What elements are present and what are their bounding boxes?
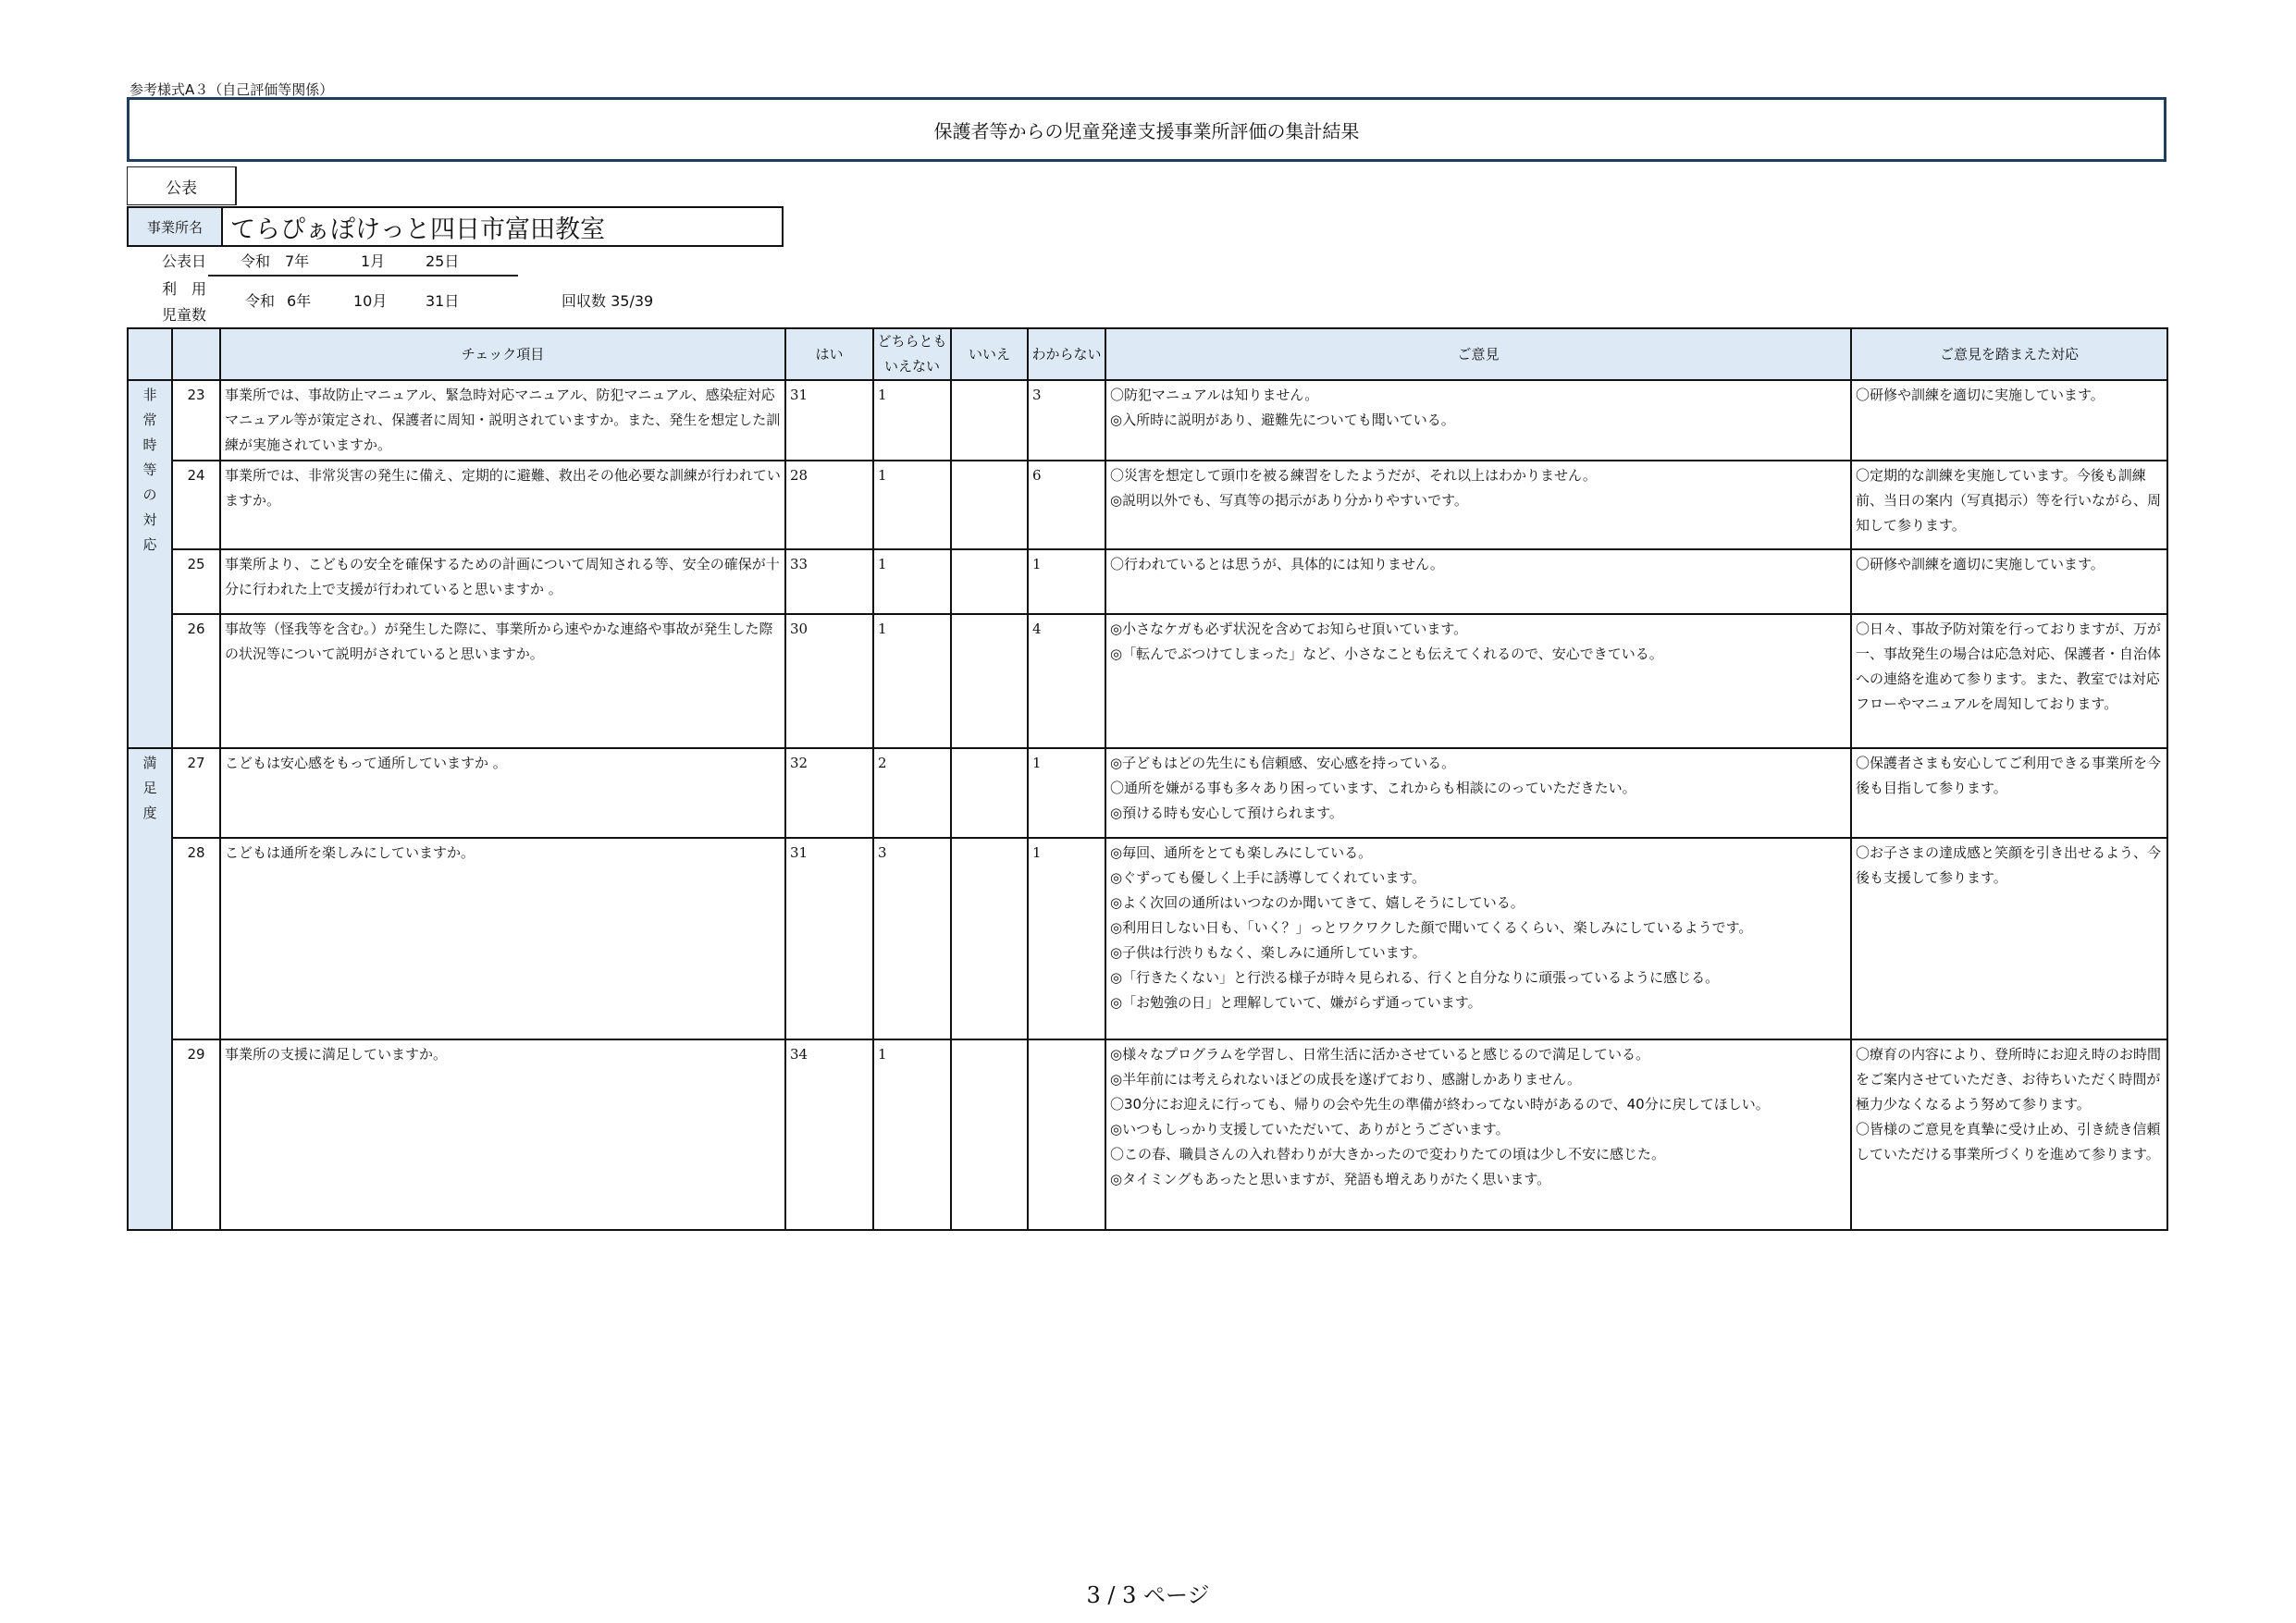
count-unknown: 6 [1028,461,1105,549]
office-label: 事業所名 [129,208,223,245]
office-name: てらぴぁぽけっと四日市富田教室 [230,215,605,244]
count-no [951,838,1028,1039]
opinion-line: ◎説明以外でも、写真等の掲示があり分かりやすいです。 [1110,492,1468,509]
count-yes: 28 [785,461,873,549]
count-no [951,461,1028,549]
count-either: 1 [873,461,951,549]
response-cell: 〇定期的な訓練を実施しています。今後も訓練前、当日の案内（写真掲示）等を行いながら、周知して参ります。 [1851,461,2167,549]
public-label: 公表 [127,166,235,205]
opinion-line: ◎ぐずっても優しく上手に誘導してくれています。 [1110,869,1426,886]
publish-date-label: 公表日 [162,252,207,270]
check-item: 事業所では、非常災害の発生に備え、定期的に避難、救出その他必要な訓練が行われていますか。 [220,461,785,549]
count-no [951,549,1028,614]
header-response: ご意見を踏まえた対応 [1851,328,2167,380]
publish-date-era: 令和 [241,252,271,270]
check-item: 事故等（怪我等を含む。）が発生した際に、事業所から速やかな連絡や事故が発生した際の状況等について説明がされていると思いますか。 [220,614,785,748]
item-number: 24 [172,461,220,549]
check-item: 事業所では、事故防止マニュアル、緊急時対応マニュアル、防犯マニュアル、感染症対応マニュアル等が策定され、保護者に周知・説明されていますか。また、発生を想定した訓練が実施されていますか。 [220,380,785,461]
header-blank [128,328,172,380]
users-label-line1: 利 用 [162,280,207,298]
header-yes: はい [785,328,873,380]
opinion-cell [1105,838,1851,1039]
publish-date-day: 25日 [426,252,460,270]
opinion-line: 〇通所を嫌がる事も多々あり困っています、これからも相談にのっていただきたい。 [1110,780,1636,796]
opinion-line: ◎利用日しない日も、「いく？」っとワクワクした顔で聞いてくるくらい、楽しみにしているようです。 [1110,919,1753,936]
header-blank [172,328,220,380]
count-yes: 33 [785,549,873,614]
opinion-line: ◎よく次回の通所はいつなのか聞いてきて、嬉しそうにしている。 [1110,894,1524,911]
count-either: 2 [873,748,951,838]
divider [208,275,518,277]
opinion-line: ◎入所時に説明があり、避難先についても聞いている。 [1110,412,1455,428]
item-number: 25 [172,549,220,614]
count-no [951,1039,1028,1230]
header-unknown: わからない [1028,328,1105,380]
count-unknown: 1 [1028,748,1105,838]
opinion-cell [1105,1039,1851,1230]
count-no [951,614,1028,748]
count-either: 1 [873,614,951,748]
header-either: どちらとも いえない [873,328,951,380]
opinion-line: ◎半年前には考えられないほどの成長を遂げており、感謝しかありません。 [1110,1071,1581,1088]
table-row [128,461,2167,549]
header-check: チェック項目 [220,328,785,380]
check-item: 事業所より、こどもの安全を確保するための計画について周知される等、安全の確保が十分に行われた上で支援が行われていると思いますか 。 [220,549,785,614]
opinion-cell [1105,614,1851,748]
opinion-cell [1105,549,1851,614]
count-unknown: 1 [1028,838,1105,1039]
publish-date-year: 7年 [285,252,310,270]
table-row [128,380,2167,461]
divider [235,166,237,205]
count-unknown: 4 [1028,614,1105,748]
response-cell: 〇研修や訓練を適切に実施しています。 [1851,549,2167,614]
form-label: 参考様式A３（自己評価等関係） [130,81,334,98]
count-unknown: 3 [1028,380,1105,461]
opinion-line: 〇行われているとは思うが、具体的には知りません。 [1110,556,1444,572]
users-date-month: 10月 [353,292,388,310]
header-opinion: ご意見 [1105,328,1851,380]
collected-count: 回収数 35/39 [562,292,654,310]
count-unknown: 1 [1028,549,1105,614]
check-item: こどもは通所を楽しみにしていますか。 [220,838,785,1039]
opinion-cell [1105,748,1851,838]
opinion-line: ◎「行きたくない」と行渋る様子が時々見られる、行くと自分なりに頑張っているように感じる。 [1110,969,1720,986]
count-either: 1 [873,380,951,461]
count-yes: 31 [785,838,873,1039]
office-box [127,206,784,247]
publish-date-month: 1月 [361,252,386,270]
users-date-year: 6年 [287,292,312,310]
table-row [128,614,2167,748]
users-date-day: 31日 [426,292,460,310]
opinion-line: ◎いつもしっかり支援していただいて、ありがとうございます。 [1110,1121,1510,1137]
response-cell: 〇研修や訓練を適切に実施しています。 [1851,380,2167,461]
count-yes: 30 [785,614,873,748]
header-no: いいえ [951,328,1028,380]
count-yes: 31 [785,380,873,461]
item-number: 26 [172,614,220,748]
table-row [128,838,2167,1039]
check-item: 事業所の支援に満足していますか。 [220,1039,785,1230]
opinion-line: ◎預ける時も安心して預けられます。 [1110,805,1343,821]
count-either: 1 [873,1039,951,1230]
evaluation-table [127,327,2168,1231]
opinion-line: ◎「お勉強の日」と理解していて、嫌がらず通っています。 [1110,994,1482,1011]
table-header-row [128,328,2167,380]
item-number: 29 [172,1039,220,1230]
users-label-line2: 児童数 [162,306,207,324]
item-number: 27 [172,748,220,838]
response-cell: 〇日々、事故予防対策を行っておりますが、万が一、事故発生の場合は応急対応、保護者・自治体への連絡を進めて参ります。また、教室では対応フローやマニュアルを周知しております。 [1851,614,2167,748]
response-cell: 〇保護者さまも安心してご利用できる事業所を今後も目指して参ります。 [1851,748,2167,838]
table-row [128,549,2167,614]
item-number: 23 [172,380,220,461]
table-row [128,748,2167,838]
response-cell: 〇療育の内容により、登所時にお迎え時のお時間をご案内させていただき、お待ちいただく時間が極力少なくなるよう努めて参ります。 〇皆様のご意見を真摯に受け止め、引き続き信頼していただける事業所づくりを進めて参ります。 [1851,1039,2167,1230]
opinion-line: ◎子どもはどの先生にも信頼感、安心感を持っている。 [1110,755,1456,771]
opinion-line: 〇防犯マニュアルは知りません。 [1110,387,1319,403]
opinion-cell [1105,461,1851,549]
page-number: 3 / 3 ページ [1086,1582,1210,1608]
opinion-line: 〇災害を想定して頭巾を被る練習をしたようだが、それ以上はわかりません。 [1110,467,1597,484]
count-no [951,380,1028,461]
opinion-line: ◎「転んでぶつけてしまった」など、小さなことも伝えてくれるので、安心できている。 [1110,646,1663,662]
count-no [951,748,1028,838]
count-unknown [1028,1039,1105,1230]
opinion-line: 〇30分にお迎えに行っても、帰りの会や先生の準備が終わってない時があるので、40分に戻してほしい。 [1110,1096,1770,1113]
count-either: 3 [873,838,951,1039]
opinion-cell [1105,380,1851,461]
check-item: こどもは安心感をもって通所していますか 。 [220,748,785,838]
users-date-era: 令和 [245,292,276,310]
count-either: 1 [873,549,951,614]
table-row [128,1039,2167,1230]
category-emergency: 非 常 時 等 の 対 応 [128,380,172,748]
item-number: 28 [172,838,220,1039]
opinion-line: 〇この春、職員さんの入れ替わりが大きかったので変わりたての頃は少し不安に感じた。 [1110,1146,1666,1162]
page-title: 保護者等からの児童発達支援事業所評価の集計結果 [127,97,2166,162]
count-yes: 32 [785,748,873,838]
count-yes: 34 [785,1039,873,1230]
category-satisfaction: 満 足 度 [128,748,172,1230]
opinion-line: ◎小さなケガも必ず状況を含めてお知らせ頂いています。 [1110,621,1468,637]
opinion-line: ◎子供は行渋りもなく、楽しみに通所しています。 [1110,944,1426,961]
opinion-line: ◎タイミングもあったと思いますが、発語も増えありがたく思います。 [1110,1171,1551,1187]
opinion-line: ◎毎回、通所をとても楽しみにしている。 [1110,844,1373,861]
opinion-line: ◎様々なプログラムを学習し、日常生活に活かさせていると感じるので満足している。 [1110,1046,1649,1063]
response-cell: 〇お子さまの達成感と笑顔を引き出せるよう、今後も支援して参ります。 [1851,838,2167,1039]
